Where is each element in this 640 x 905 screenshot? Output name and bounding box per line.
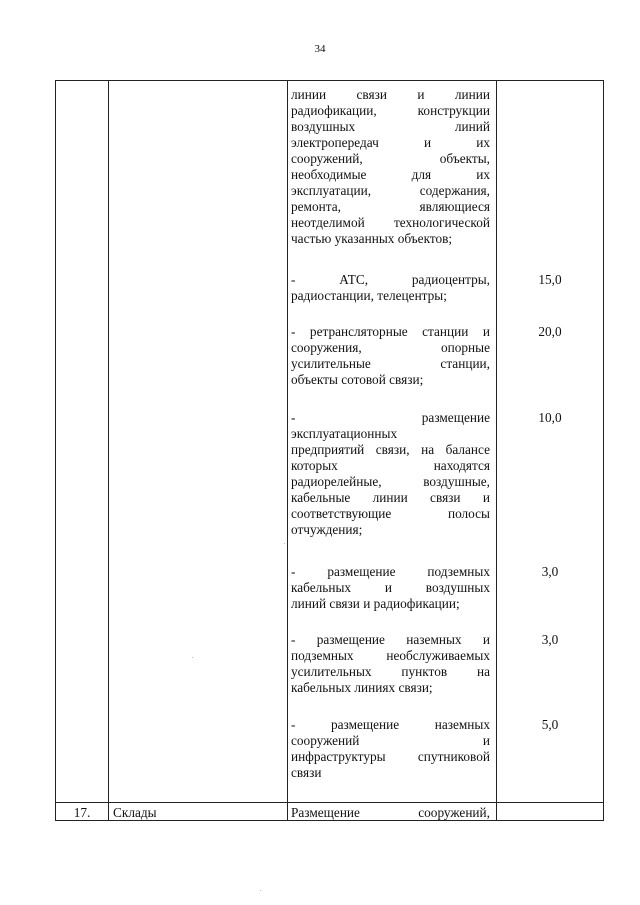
scan-speck [260, 890, 261, 891]
scan-speck [284, 543, 285, 544]
row-description-line: радиостанции, телецентры; [291, 288, 447, 303]
column-divider [287, 80, 288, 821]
row-number: 17. [73, 805, 91, 820]
row-description-line: связи [291, 765, 322, 780]
row-value: 20,0 [538, 324, 562, 339]
continuation-line: электропередач и их [291, 135, 490, 150]
row-description-line: кабельные линии связи и [291, 490, 490, 505]
row-value: 10,0 [538, 410, 562, 425]
continuation-line: радиофикации, конструкции [291, 103, 490, 118]
row-description-line: - АТС, радиоцентры, [291, 272, 490, 287]
scan-speck [192, 657, 193, 658]
row-description-line: инфраструктуры спутниковой [291, 749, 490, 764]
row-description-line: соответствующие полосы [291, 506, 490, 521]
row-description-line: - размещение наземных и [291, 632, 490, 647]
row-value: 3,0 [541, 564, 559, 579]
row-description-line: кабельных и воздушных [291, 580, 490, 595]
row-description-line: - размещение наземных [291, 717, 490, 732]
page-number: 34 [314, 43, 326, 55]
continuation-line: необходимые для их [291, 167, 490, 182]
row-description-line: радиорелейные, воздушные, [291, 474, 490, 489]
row-description-line: линий связи и радиофикации; [291, 596, 460, 611]
row-description-line: усилительные станции, [291, 356, 490, 371]
row-description-line: сооружения, опорные [291, 340, 490, 355]
row-description-line: отчуждения; [291, 522, 363, 537]
continuation-line: линии связи и линии [291, 87, 490, 102]
column-divider [108, 80, 109, 821]
row-description-line: - размещение подземных [291, 564, 490, 579]
row-description: Размещение сооружений, [291, 805, 490, 820]
row-description-line: которых находятся [291, 458, 490, 473]
row-description-line: усилительных пунктов на [291, 664, 490, 679]
continuation-line: частью указанных объектов; [291, 231, 453, 246]
row-description-line: объекты сотовой связи; [291, 372, 424, 387]
row-description-line: подземных необслуживаемых [291, 648, 490, 663]
continuation-line: ремонта, являющиеся [291, 199, 490, 214]
row-description-line: сооружений и [291, 733, 490, 748]
column-divider [496, 80, 497, 821]
row-description-line: - ретрансляторные станции и [291, 324, 490, 339]
row-description-line: предприятий связи, на балансе [291, 442, 490, 457]
row-divider [55, 802, 604, 803]
continuation-line: сооружений, объекты, [291, 151, 490, 166]
row-description-line: эксплуатационных [291, 426, 398, 441]
continuation-line: неотделимой технологической [291, 215, 490, 230]
row-value: 15,0 [538, 272, 562, 287]
row-name: Склады [113, 805, 157, 820]
row-value: 3,0 [541, 632, 559, 647]
continuation-line: эксплуатации, содержания, [291, 183, 490, 198]
row-description-line: кабельных линиях связи; [291, 680, 433, 695]
continuation-line: воздушных линий [291, 119, 490, 134]
row-description-line: - размещение [291, 410, 490, 425]
row-value: 5,0 [541, 717, 559, 732]
